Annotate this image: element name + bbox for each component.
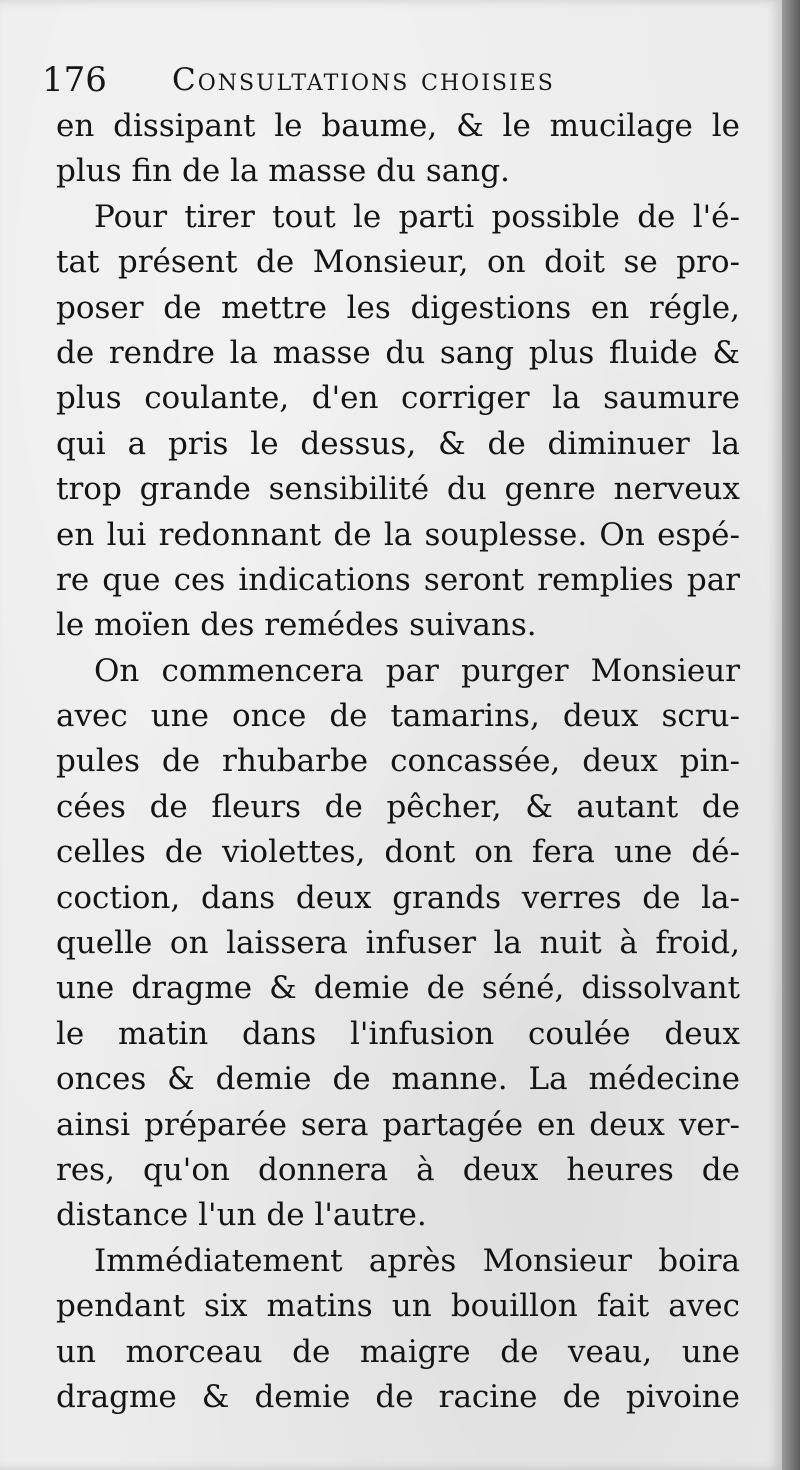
text-line: On commencera par purger Monsieur <box>94 652 740 689</box>
text-line: plus fin de la masse du sang. <box>56 153 510 190</box>
text-line: onces & demie de manne. La médecine <box>56 1061 740 1098</box>
text-line: en dissipant le baume, & le mucilage le <box>56 108 740 144</box>
text-line: le moïen des remédes suivans. <box>56 607 537 644</box>
text-line: une dragme & demie de séné, dissolvant <box>56 970 740 1007</box>
text-line: ainsi préparée sera partagée en deux ver- <box>56 1106 740 1143</box>
page-number: 176 <box>42 60 107 100</box>
text-line: pules de rhubarbe concassée, deux pin- <box>56 743 740 780</box>
text-line: le matin dans l'infusion coulée deux <box>56 1015 740 1052</box>
page-header <box>42 56 742 104</box>
text-line: un morceau de maigre de veau, une <box>56 1333 740 1370</box>
text-line: Pour tirer tout le parti possible de l'é- <box>94 198 740 235</box>
text-line: de rendre la masse du sang plus fluide & <box>56 334 740 371</box>
text-line: Immédiatement après Monsieur boira <box>94 1242 740 1279</box>
text-line: poser de mettre les digestions en régle, <box>56 289 740 326</box>
text-line: res, qu'on donnera à deux heures de <box>56 1151 740 1188</box>
text-line: trop grande sensibilité du genre nerveux <box>56 471 740 508</box>
text-line: avec une once de tamarins, deux scru- <box>56 698 740 735</box>
running-title: Consultations choisies <box>172 62 555 98</box>
text-line: tat présent de Monsieur, on doit se pro- <box>56 244 740 281</box>
text-line: re que ces indications seront remplies par <box>56 561 740 598</box>
text-line: plus coulante, d'en corriger la saumure <box>56 380 740 417</box>
text-line: distance l'un de l'autre. <box>56 1197 427 1234</box>
text-line: quelle on laissera infuser la nuit à froid, <box>56 925 740 962</box>
text-line: dragme & demie de racine de pivoine <box>56 1378 740 1415</box>
text-line: en lui redonnant de la souplesse. On espé- <box>56 516 740 553</box>
text-line: coction, dans deux grands verres de la- <box>56 879 740 916</box>
body-text <box>56 104 740 1420</box>
text-line: pendant six matins un bouillon fait avec <box>56 1288 740 1325</box>
text-line: qui a pris le dessus, & de diminuer la <box>56 425 740 462</box>
page-edge <box>782 0 800 1470</box>
text-line: cées de fleurs de pêcher, & autant de <box>56 788 740 825</box>
text-line: celles de violettes, dont on fera une dé- <box>56 834 740 871</box>
